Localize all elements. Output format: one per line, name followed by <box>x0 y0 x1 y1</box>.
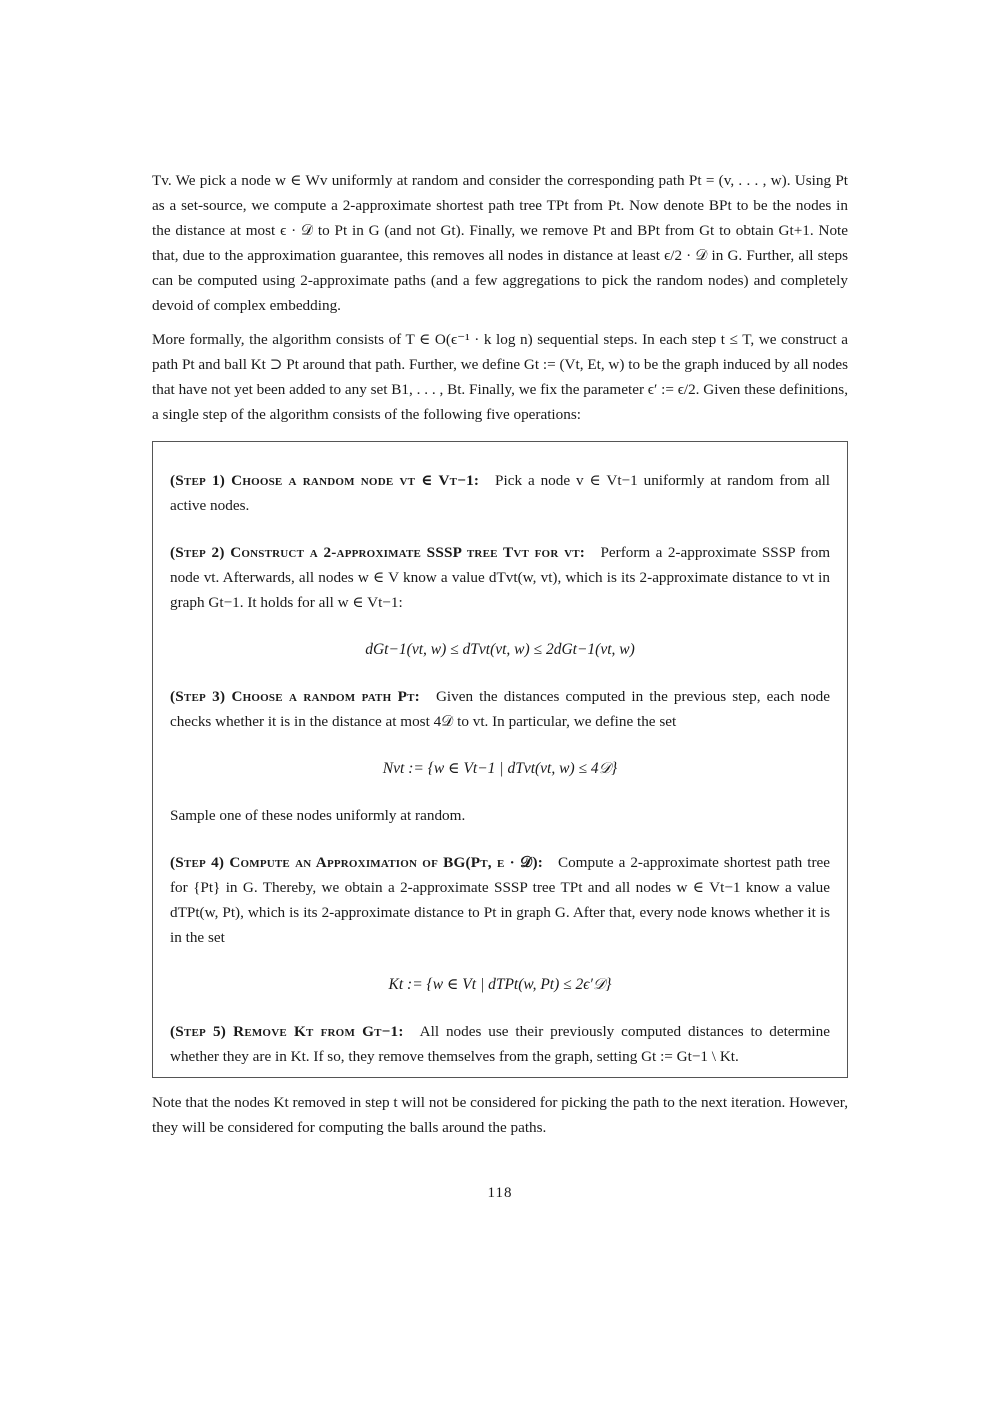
step-2-title: (Step 2) Construct a 2-approximate SSSP tree Tvt for vt: <box>170 544 586 561</box>
step-1-body: Pick a node v ∈ Vt−1 uniformly at random from all active nodes. <box>170 472 831 514</box>
step-5-body: All nodes use their previously computed distances to determine whether they are in Kt. If so, they remove themselves from the graph, setting Gt := Gt−1 \ Kt. <box>170 1023 830 1065</box>
step-3-equation: Nvt := {w ∈ Vt−1 | dTvt(vt, w) ≤ 4𝒟} <box>382 760 618 777</box>
step-2-body: Perform a 2-approximate SSSP from node vt. Afterwards, all nodes w ∈ V know a value dTvt(w, vt), which is its 2-approximate distance to vt in graph Gt−1. It holds for all w ∈ Vt−1: <box>170 544 831 611</box>
step-4-equation: Kt := {w ∈ Vt | dTPt(w, Pt) ≤ 2ϵ′𝒟} <box>388 976 612 993</box>
step-3-title: (Step 3) Choose a random path Pt: <box>170 688 420 705</box>
paragraph-intro: Tv. We pick a node w ∈ Wv uniformly at random and consider the corresponding path Pt = (v, . . . , w). Using Pt as a set-source, we compute a 2-approximate shortest path tree TPt from Pt. Now denote BPt to be the nodes in the distance at most ϵ · 𝒟 to Pt in G (and not Gt). Finally, we remove Pt and BPt from Gt to obtain Gt+1. Note that, due to the approximation guarantee, this removes all nodes in distance at least ϵ/2 · 𝒟 in G. Further, all steps can be computed using 2-approximate paths (and a few aggregations to pick the random nodes) and completely devoid of complex embedding. <box>152 172 848 314</box>
step-5 <box>170 1019 830 1069</box>
step-1-title: (Step 1) Choose a random node vt ∈ Vt−1: <box>170 472 480 489</box>
step-3-after: Sample one of these nodes uniformly at random. <box>170 807 466 824</box>
step-3 <box>170 684 830 734</box>
step-5-title: (Step 5) Remove Kt from Gt−1: <box>170 1023 404 1040</box>
step-3-body: Given the distances computed in the previous step, each node checks whether it is in the distance at most 4𝒟 to vt. In particular, we define the set <box>170 688 830 730</box>
page-body <box>152 168 848 1140</box>
step-2 <box>170 540 830 615</box>
step-4-body: Compute a 2-approximate shortest path tree for {Pt} in G. Thereby, we obtain a 2-approximate SSSP tree TPt and all nodes w ∈ Vt−1 know a value dTPt(w, Pt), which is its 2-approximate distance to Pt in graph G. After that, every node knows whether it is in the set <box>170 854 831 946</box>
paragraph-formal: More formally, the algorithm consists of T ∈ O(ϵ⁻¹ · k log n) sequential steps. In each step t ≤ T, we construct a path Pt and ball Kt ⊃ Pt around that path. Further, we define Gt := (Vt, Et, w) to be the graph induced by all nodes that have not yet been added to any set B1, . . . , Bt. Finally, we fix the parameter ϵ′ := ϵ/2. Given these definitions, a single step of the algorithm consists of the following five operations: <box>152 331 848 423</box>
step-1 <box>170 468 830 518</box>
page-number: 118 <box>487 1185 513 1201</box>
step-4 <box>170 850 830 950</box>
algorithm-box <box>152 441 848 1078</box>
step-4-title: (Step 4) Compute an Approximation of BG(Pt, ϵ · 𝒟): <box>170 854 543 871</box>
paragraph-note: Note that the nodes Kt removed in step t will not be considered for picking the path to the next iteration. However, they will be considered for computing the balls around the paths. <box>152 1094 848 1136</box>
step-2-equation: dGt−1(vt, w) ≤ dTvt(vt, w) ≤ 2dGt−1(vt, w) <box>365 641 635 658</box>
